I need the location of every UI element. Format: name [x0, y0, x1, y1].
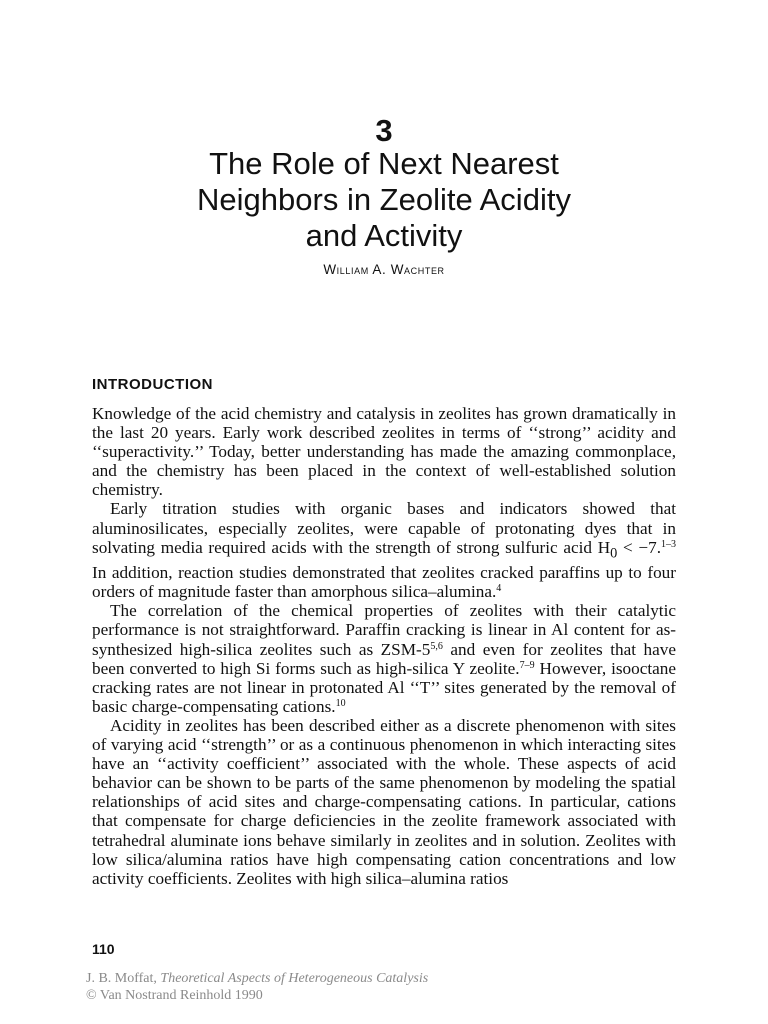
text-run: < −7.: [617, 537, 662, 557]
subscript: 0: [610, 545, 618, 562]
paragraph: [92, 499, 676, 601]
reference-superscript: 4: [496, 583, 502, 595]
reference-superscript: 5,6: [430, 640, 443, 652]
paragraph: [92, 404, 676, 499]
paragraph: [92, 601, 676, 716]
chapter-title-line: The Role of Next Nearest: [209, 146, 559, 181]
text-run: Early titration studies with organic bases and indicators showed that aluminosilicates, especially zeolites, were capable of protonating dyes that in solvating media required acids with the strength of strong sulfuric acid H: [92, 499, 676, 557]
reference-superscript: 7–9: [519, 659, 535, 671]
chapter-title: [60, 146, 708, 254]
footer-book-title: Theoretical Aspects of Heterogeneous Catalysis: [160, 971, 429, 986]
chapter-title-line: Neighbors in Zeolite Acidity: [197, 182, 571, 217]
text-run: Knowledge of the acid chemistry and catalysis in zeolites has grown dramatically in the last 20 years. Early work described zeolites in terms of ‘‘strong’’ acidity and ‘‘superactivity.’’ Today, better understanding has made the amazing commonplace, and the chemistry has been placed in the context of well-established solution chemistry.: [92, 404, 676, 500]
body-text: [92, 404, 676, 888]
reference-superscript: 10: [335, 697, 346, 709]
text-run: Acidity in zeolites has been described either as a discrete phenomenon with sites of varying acid ‘‘strength’’ or as a continuous phenomenon in which interacting sites have an ‘‘activity coefficient’’ associated with the whole. These aspects of acid behavior can be shown to be parts of the same phenomenon by modeling the spatial relationships of acid sites and charge-compensating cations. In particular, cations that compensate for charge deficiencies in the zeolite framework associated with tetrahedral aluminate ions behave similarly in zeolites and in solution. Zeolites with low silica/alumina ratios have high compensating cation concentrations and low activity coefficients. Zeolites with high silica–alumina ratios: [92, 715, 676, 888]
text-run: and even for zeolites that have been converted to high Si forms such as high-silica Y zeolite.: [92, 639, 677, 678]
paragraph: [92, 716, 676, 888]
author-name: William A. Wachter: [323, 262, 445, 277]
reference-superscript: 1–3: [661, 538, 677, 550]
text-run: However, isooctane cracking rates are not linear in protonated Al ‘‘T’’ sites generated by the removal of basic charge-compensating cations.: [92, 658, 676, 716]
footer-line-2: © Van Nostrand Reinhold 1990: [86, 988, 263, 1003]
chapter-title-line: and Activity: [305, 218, 463, 253]
footer-author: J. B. Moffat,: [86, 971, 161, 986]
page-number: 110: [92, 941, 115, 957]
footer-citation: [86, 970, 428, 1004]
text-run: In addition, reaction studies demonstrated that zeolites cracked paraffins up to four orders of magnitude faster than amorphous silica–alumina.: [92, 563, 676, 602]
footer-line-1: [86, 970, 428, 987]
chapter-number: 3: [375, 113, 393, 148]
section-heading: INTRODUCTION: [92, 376, 213, 393]
text-run: The correlation of the chemical properties of zeolites with their catalytic performance is not straightforward. Paraffin cracking is linear in Al content for as-synthesized high-silica zeolites such as ZSM-5: [92, 601, 676, 659]
